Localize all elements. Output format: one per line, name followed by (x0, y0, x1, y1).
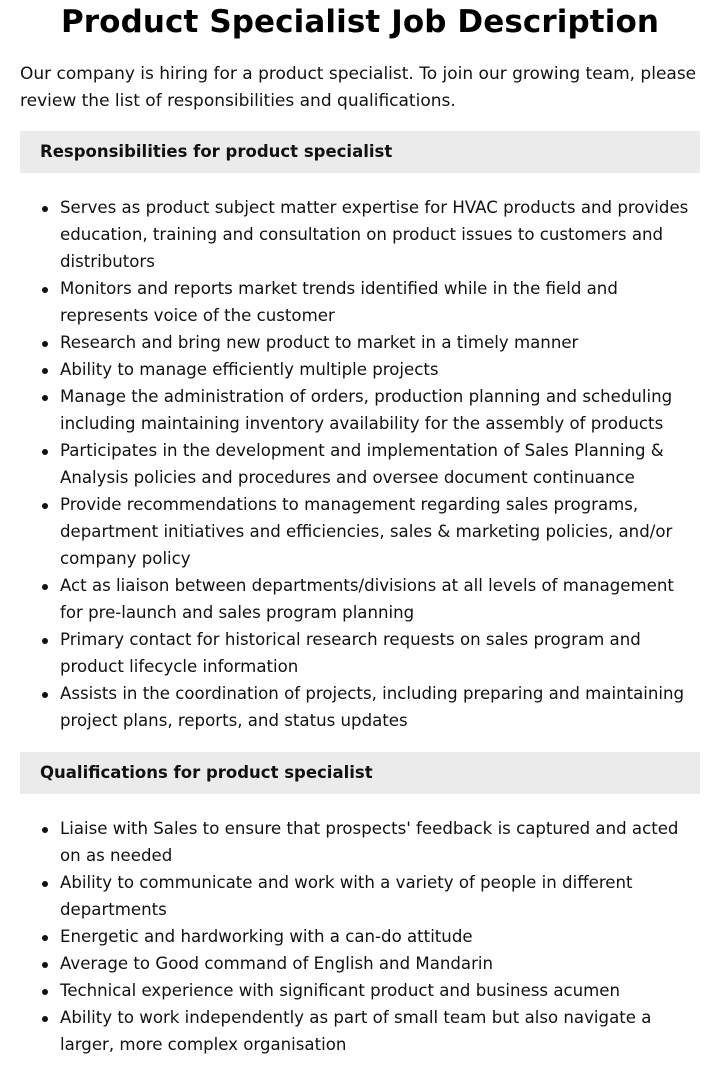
responsibility-item: Act as liaison between departments/divisions at all levels of management for pre-launch and sales program planning (60, 572, 700, 626)
qualification-item: Liaise with Sales to ensure that prospects' feedback is captured and acted on as needed (60, 815, 700, 869)
qualification-item: Ability to work independently as part of small team but also navigate a larger, more complex organisation (60, 1004, 700, 1058)
page-title: Product Specialist Job Description (60, 4, 660, 40)
responsibility-item: Primary contact for historical research requests on sales program and product lifecycle information (60, 626, 700, 680)
responsibilities-list (20, 194, 700, 734)
intro-paragraph: Our company is hiring for a product specialist. To join our growing team, please review the list of responsibilities and qualifications. (20, 64, 697, 111)
responsibility-item: Assists in the coordination of projects, including preparing and maintaining project plans, reports, and status updates (60, 680, 700, 734)
responsibility-item: Monitors and reports market trends identified while in the field and represents voice of the customer (60, 275, 700, 329)
responsibility-item: Participates in the development and implementation of Sales Planning & Analysis policies and procedures and oversee document continuance (60, 437, 700, 491)
qualification-item: Ability to communicate and work with a variety of people in different departments (60, 869, 700, 923)
qualification-item: Energetic and hardworking with a can-do attitude (60, 923, 700, 950)
qualifications-list (20, 815, 700, 1058)
responsibility-item: Ability to manage efficiently multiple projects (60, 356, 700, 383)
qualification-item: Technical experience with significant product and business acumen (60, 977, 700, 1004)
qualification-item: Average to Good command of English and Mandarin (60, 950, 700, 977)
responsibility-item: Serves as product subject matter expertise for HVAC products and provides education, training and consultation on product issues to customers and distributors (60, 194, 700, 275)
responsibility-item: Research and bring new product to market in a timely manner (60, 329, 700, 356)
responsibility-item: Provide recommendations to management regarding sales programs, department initiatives and efficiencies, sales & marketing policies, and/or company policy (60, 491, 700, 572)
qualifications-heading: Qualifications for product specialist (20, 752, 700, 794)
responsibility-item: Manage the administration of orders, production planning and scheduling including maintaining inventory availability for the assembly of products (60, 383, 700, 437)
responsibilities-heading: Responsibilities for product specialist (20, 131, 700, 173)
